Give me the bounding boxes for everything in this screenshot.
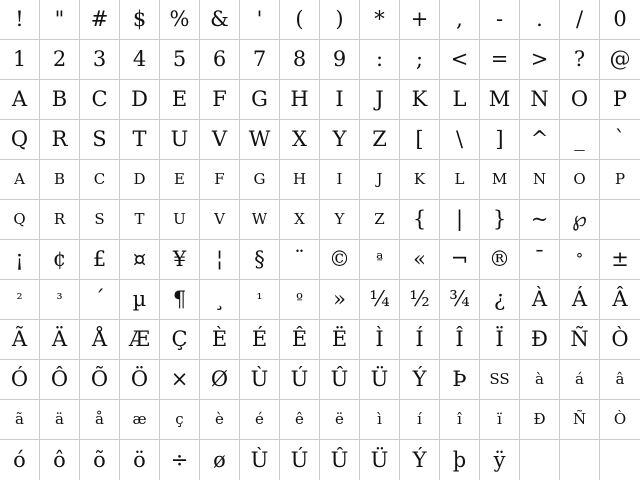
glyph-cell[interactable]: ø [200, 440, 240, 480]
glyph-cell[interactable]: 1 [0, 40, 40, 80]
glyph-cell[interactable] [520, 440, 560, 480]
glyph-cell[interactable]: 7 [240, 40, 280, 80]
glyph-cell[interactable]: ¸ [200, 280, 240, 320]
glyph-cell[interactable]: K [400, 80, 440, 120]
glyph-cell[interactable]: SS [480, 360, 520, 400]
glyph-cell[interactable]: ¹ [240, 280, 280, 320]
glyph-cell[interactable]: ± [600, 240, 640, 280]
glyph-cell[interactable]: B [40, 160, 80, 200]
glyph-cell[interactable]: A [0, 80, 40, 120]
glyph-cell[interactable] [560, 440, 600, 480]
glyph-cell[interactable]: M [480, 80, 520, 120]
glyph-cell[interactable]: Å [80, 320, 120, 360]
glyph-cell[interactable]: 2 [40, 40, 80, 80]
glyph-cell[interactable]: V [200, 200, 240, 240]
glyph-cell[interactable]: ´ [80, 280, 120, 320]
glyph-cell[interactable]: T [120, 200, 160, 240]
glyph-cell[interactable]: X [280, 120, 320, 160]
glyph-cell[interactable]: Ò [600, 400, 640, 440]
glyph-cell[interactable]: ° [560, 240, 600, 280]
glyph-cell[interactable]: Z [360, 200, 400, 240]
glyph-cell[interactable]: ç [160, 400, 200, 440]
glyph-cell[interactable]: L [440, 80, 480, 120]
glyph-cell[interactable]: ) [320, 0, 360, 40]
glyph-cell[interactable]: - [480, 0, 520, 40]
glyph-cell[interactable]: © [320, 240, 360, 280]
glyph-cell[interactable]: N [520, 80, 560, 120]
glyph-cell[interactable]: » [320, 280, 360, 320]
glyph-cell[interactable]: _ [560, 120, 600, 160]
glyph-cell[interactable]: . [520, 0, 560, 40]
glyph-cell[interactable]: ~ [520, 200, 560, 240]
glyph-cell[interactable]: ë [320, 400, 360, 440]
glyph-cell[interactable]: C [80, 160, 120, 200]
glyph-cell[interactable]: ¾ [440, 280, 480, 320]
glyph-cell[interactable]: á [560, 360, 600, 400]
glyph-cell[interactable]: Þ [440, 360, 480, 400]
glyph-cell[interactable]: Î [440, 320, 480, 360]
glyph-cell[interactable]: Y [320, 200, 360, 240]
glyph-cell[interactable]: * [360, 0, 400, 40]
glyph-cell[interactable]: Õ [80, 360, 120, 400]
glyph-cell[interactable]: Æ [120, 320, 160, 360]
glyph-cell[interactable]: 0 [600, 0, 640, 40]
glyph-cell[interactable]: ê [280, 400, 320, 440]
glyph-cell[interactable]: ® [480, 240, 520, 280]
glyph-cell[interactable]: W [240, 200, 280, 240]
glyph-cell[interactable] [600, 440, 640, 480]
glyph-cell[interactable]: \ [440, 120, 480, 160]
glyph-cell[interactable]: Ù [240, 360, 280, 400]
glyph-cell[interactable]: Ô [40, 360, 80, 400]
glyph-cell[interactable]: $ [120, 0, 160, 40]
glyph-cell[interactable]: P [600, 160, 640, 200]
glyph-cell[interactable]: Ü [360, 440, 400, 480]
glyph-cell[interactable]: N [520, 160, 560, 200]
glyph-cell[interactable]: µ [120, 280, 160, 320]
glyph-cell[interactable]: Ó [0, 360, 40, 400]
glyph-cell[interactable]: Ð [520, 400, 560, 440]
glyph-cell[interactable]: @ [600, 40, 640, 80]
glyph-cell[interactable]: Ý [400, 440, 440, 480]
glyph-cell[interactable]: Ñ [560, 400, 600, 440]
glyph-cell[interactable]: 8 [280, 40, 320, 80]
glyph-cell[interactable]: O [560, 80, 600, 120]
glyph-cell[interactable]: Ú [280, 440, 320, 480]
glyph-cell[interactable]: G [240, 160, 280, 200]
glyph-cell[interactable]: S [80, 200, 120, 240]
glyph-cell[interactable]: ó [0, 440, 40, 480]
glyph-cell[interactable]: È [200, 320, 240, 360]
glyph-cell[interactable]: Ì [360, 320, 400, 360]
glyph-cell[interactable]: í [400, 400, 440, 440]
glyph-cell[interactable]: > [520, 40, 560, 80]
glyph-cell[interactable]: Ñ [560, 320, 600, 360]
glyph-cell[interactable]: Â [600, 280, 640, 320]
glyph-cell[interactable]: £ [80, 240, 120, 280]
glyph-cell[interactable]: B [40, 80, 80, 120]
glyph-cell[interactable]: æ [120, 400, 160, 440]
glyph-cell[interactable]: Ë [320, 320, 360, 360]
glyph-cell[interactable]: À [520, 280, 560, 320]
glyph-cell[interactable]: Ï [480, 320, 520, 360]
glyph-cell[interactable]: | [440, 200, 480, 240]
glyph-cell[interactable]: × [160, 360, 200, 400]
glyph-cell[interactable]: ¬ [440, 240, 480, 280]
glyph-cell[interactable]: Í [400, 320, 440, 360]
glyph-cell[interactable]: 4 [120, 40, 160, 80]
glyph-cell[interactable]: ô [40, 440, 80, 480]
glyph-cell[interactable]: E [160, 160, 200, 200]
glyph-cell[interactable]: « [400, 240, 440, 280]
glyph-cell[interactable]: O [560, 160, 600, 200]
glyph-cell[interactable]: é [240, 400, 280, 440]
glyph-cell[interactable]: = [480, 40, 520, 80]
glyph-cell[interactable]: Ê [280, 320, 320, 360]
glyph-cell[interactable]: + [400, 0, 440, 40]
glyph-cell[interactable]: ¿ [480, 280, 520, 320]
glyph-cell[interactable]: % [160, 0, 200, 40]
glyph-cell[interactable]: Û [320, 440, 360, 480]
glyph-cell[interactable]: ä [40, 400, 80, 440]
glyph-cell[interactable]: 9 [320, 40, 360, 80]
glyph-cell[interactable]: à [520, 360, 560, 400]
glyph-cell[interactable]: H [280, 80, 320, 120]
glyph-cell[interactable]: I [320, 160, 360, 200]
glyph-cell[interactable]: M [480, 160, 520, 200]
glyph-cell[interactable]: ã [0, 400, 40, 440]
glyph-cell[interactable]: Ú [280, 360, 320, 400]
glyph-cell[interactable]: º [280, 280, 320, 320]
glyph-cell[interactable]: Ù [240, 440, 280, 480]
glyph-cell[interactable]: Ü [360, 360, 400, 400]
glyph-cell[interactable]: Z [360, 120, 400, 160]
glyph-cell[interactable]: X [280, 200, 320, 240]
glyph-cell[interactable] [600, 200, 640, 240]
glyph-cell[interactable]: ? [560, 40, 600, 80]
glyph-cell[interactable]: ¨ [280, 240, 320, 280]
glyph-cell[interactable]: F [200, 80, 240, 120]
glyph-cell[interactable]: Ã [0, 320, 40, 360]
glyph-cell[interactable]: D [120, 80, 160, 120]
glyph-cell[interactable]: 6 [200, 40, 240, 80]
glyph-cell[interactable]: ² [0, 280, 40, 320]
glyph-cell[interactable]: , [440, 0, 480, 40]
glyph-cell[interactable]: C [80, 80, 120, 120]
glyph-cell[interactable]: K [400, 160, 440, 200]
glyph-cell[interactable]: ` [600, 120, 640, 160]
glyph-cell[interactable]: è [200, 400, 240, 440]
glyph-cell[interactable]: < [440, 40, 480, 80]
glyph-cell[interactable]: " [40, 0, 80, 40]
glyph-cell[interactable]: P [600, 80, 640, 120]
glyph-cell[interactable]: ¤ [120, 240, 160, 280]
glyph-cell[interactable]: & [200, 0, 240, 40]
glyph-cell[interactable]: ℘ [560, 200, 600, 240]
glyph-cell[interactable]: ¢ [40, 240, 80, 280]
glyph-cell[interactable]: ¯ [520, 240, 560, 280]
glyph-cell[interactable]: þ [440, 440, 480, 480]
glyph-cell[interactable]: R [40, 120, 80, 160]
glyph-cell[interactable]: ½ [400, 280, 440, 320]
glyph-cell[interactable]: W [240, 120, 280, 160]
glyph-cell[interactable]: ÿ [480, 440, 520, 480]
glyph-cell[interactable]: ] [480, 120, 520, 160]
glyph-cell[interactable]: ¡ [0, 240, 40, 280]
glyph-cell[interactable]: A [0, 160, 40, 200]
glyph-cell[interactable]: J [360, 160, 400, 200]
glyph-cell[interactable]: Ø [200, 360, 240, 400]
glyph-cell[interactable]: J [360, 80, 400, 120]
glyph-cell[interactable]: H [280, 160, 320, 200]
glyph-cell[interactable]: S [80, 120, 120, 160]
glyph-cell[interactable]: V [200, 120, 240, 160]
glyph-cell[interactable]: ! [0, 0, 40, 40]
glyph-cell[interactable]: Ò [600, 320, 640, 360]
glyph-cell[interactable]: : [360, 40, 400, 80]
glyph-cell[interactable]: U [160, 200, 200, 240]
glyph-cell[interactable]: Ö [120, 360, 160, 400]
glyph-cell[interactable]: T [120, 120, 160, 160]
glyph-cell[interactable]: å [80, 400, 120, 440]
glyph-cell[interactable]: 5 [160, 40, 200, 80]
glyph-cell[interactable]: ' [240, 0, 280, 40]
glyph-cell[interactable]: Ý [400, 360, 440, 400]
glyph-cell[interactable]: ¶ [160, 280, 200, 320]
glyph-cell[interactable]: [ [400, 120, 440, 160]
glyph-cell[interactable]: D [120, 160, 160, 200]
glyph-cell[interactable]: ì [360, 400, 400, 440]
glyph-cell[interactable]: Û [320, 360, 360, 400]
glyph-cell[interactable]: U [160, 120, 200, 160]
glyph-cell[interactable]: ³ [40, 280, 80, 320]
glyph-cell[interactable]: G [240, 80, 280, 120]
glyph-cell[interactable]: } [480, 200, 520, 240]
glyph-cell[interactable]: É [240, 320, 280, 360]
glyph-cell[interactable]: Ä [40, 320, 80, 360]
glyph-cell[interactable]: ¥ [160, 240, 200, 280]
glyph-cell[interactable]: ; [400, 40, 440, 80]
glyph-cell[interactable]: / [560, 0, 600, 40]
glyph-cell[interactable]: ï [480, 400, 520, 440]
glyph-cell[interactable]: Y [320, 120, 360, 160]
glyph-cell[interactable]: # [80, 0, 120, 40]
glyph-cell[interactable]: { [400, 200, 440, 240]
glyph-cell[interactable]: ^ [520, 120, 560, 160]
glyph-cell[interactable]: Ð [520, 320, 560, 360]
glyph-cell[interactable]: ÷ [160, 440, 200, 480]
glyph-cell[interactable]: Á [560, 280, 600, 320]
glyph-cell[interactable]: Ç [160, 320, 200, 360]
glyph-cell[interactable]: Q [0, 200, 40, 240]
glyph-cell[interactable]: ª [360, 240, 400, 280]
glyph-cell[interactable]: ( [280, 0, 320, 40]
glyph-cell[interactable]: R [40, 200, 80, 240]
glyph-cell[interactable]: â [600, 360, 640, 400]
glyph-cell[interactable]: L [440, 160, 480, 200]
glyph-cell[interactable]: I [320, 80, 360, 120]
glyph-cell[interactable]: ¦ [200, 240, 240, 280]
glyph-cell[interactable]: ¼ [360, 280, 400, 320]
glyph-cell[interactable]: î [440, 400, 480, 440]
glyph-cell[interactable]: F [200, 160, 240, 200]
glyph-cell[interactable]: Q [0, 120, 40, 160]
glyph-cell[interactable]: ö [120, 440, 160, 480]
glyph-cell[interactable]: õ [80, 440, 120, 480]
glyph-cell[interactable]: § [240, 240, 280, 280]
glyph-cell[interactable]: E [160, 80, 200, 120]
glyph-cell[interactable]: 3 [80, 40, 120, 80]
